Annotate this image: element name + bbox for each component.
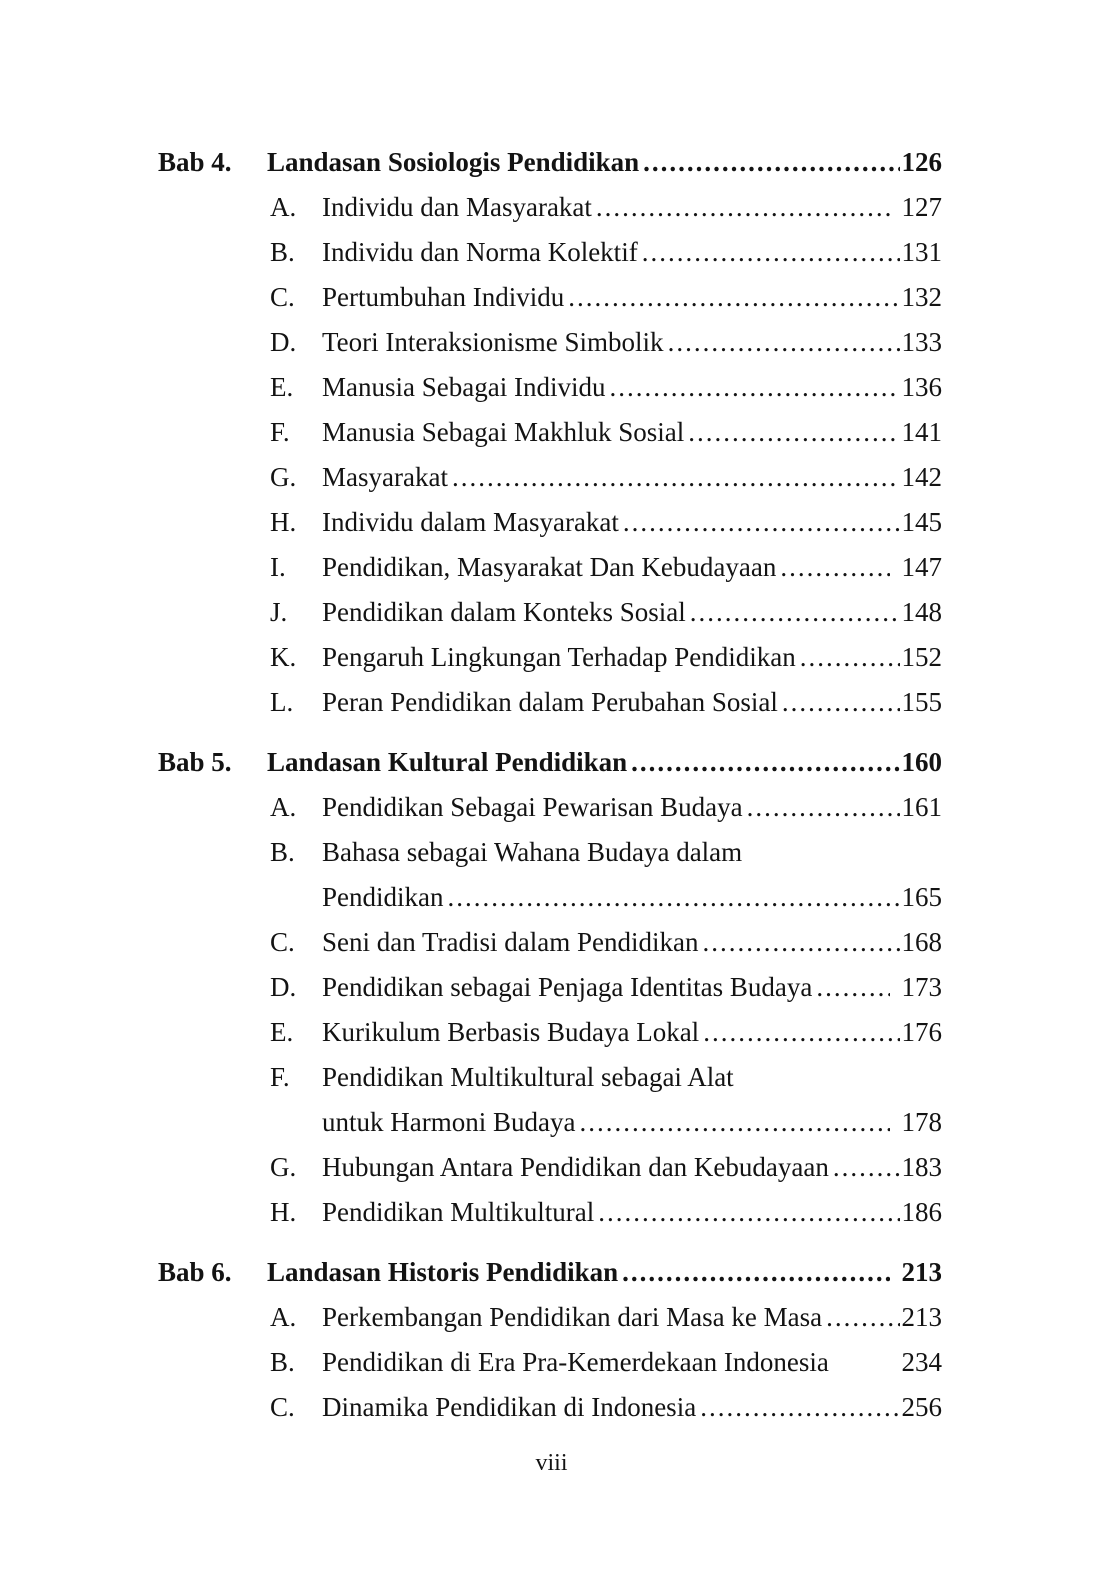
dot-leader [622, 1250, 889, 1295]
entry-title: Pendidikan di Era Pra-Kemerdekaan Indonesia [322, 1347, 829, 1377]
dot-leader [782, 680, 900, 725]
entry-title: Peran Pendidikan dalam Perubahan Sosial [322, 687, 778, 717]
entry-page-number: 142 [901, 462, 942, 492]
chapter-title: Landasan Historis Pendidikan [267, 1257, 619, 1287]
toc-entry-row [158, 320, 942, 365]
dot-leader [448, 875, 900, 920]
entry-page-number: 133 [901, 327, 942, 357]
toc-entry-row [158, 635, 942, 680]
entry-title: Teori Interaksionisme Simbolik [322, 327, 664, 357]
entry-letter: H. [270, 507, 297, 537]
entry-letter: F. [270, 1062, 290, 1092]
toc-chapter-row [158, 1250, 942, 1295]
toc-chapter-row [158, 740, 942, 785]
toc-entry-row [158, 500, 942, 545]
entry-page-number: 173 [901, 972, 942, 1002]
entry-title: Seni dan Tradisi dalam Pendidikan [322, 927, 699, 957]
chapter-label: Bab 5. [158, 747, 232, 777]
dot-leader [579, 1100, 889, 1145]
dot-leader [703, 1010, 899, 1055]
dot-leader [690, 590, 900, 635]
entry-letter: C. [270, 282, 295, 312]
entry-page-number: 213 [901, 1302, 942, 1332]
entry-letter: B. [270, 1347, 295, 1377]
chapter-page-number: 160 [901, 747, 942, 777]
entry-title: Pendidikan Sebagai Pewarisan Budaya [322, 792, 743, 822]
entry-letter: D. [270, 327, 297, 357]
chapter-page-number: 126 [901, 147, 942, 177]
dot-leader [826, 1295, 899, 1340]
toc-entry-row [158, 230, 942, 275]
dot-leader [598, 1190, 899, 1235]
toc-entry-row [158, 455, 942, 500]
entry-page-number: 178 [901, 1107, 942, 1137]
chapter-title: Landasan Sosiologis Pendidikan [267, 147, 640, 177]
toc-entry-row [158, 1010, 942, 1055]
entry-letter: G. [270, 1152, 297, 1182]
entry-title: Masyarakat [322, 462, 448, 492]
toc-entry-row [158, 545, 942, 590]
entry-page-number: 256 [901, 1392, 942, 1422]
toc-entry-continuation-row [158, 1100, 942, 1145]
dot-leader [780, 545, 889, 590]
dot-leader [568, 275, 899, 320]
chapter-section-bab-4 [158, 140, 942, 725]
dot-leader [642, 230, 900, 275]
toc-entry-row [158, 410, 942, 455]
entry-letter: E. [270, 1017, 294, 1047]
entry-letter: C. [270, 1392, 295, 1422]
entry-page-number: 186 [901, 1197, 942, 1227]
page-footer [0, 1448, 1103, 1478]
toc-entry-row [158, 365, 942, 410]
entry-page-number: 141 [901, 417, 942, 447]
entry-title: Kurikulum Berbasis Budaya Lokal [322, 1017, 700, 1047]
entry-title: Individu dan Masyarakat [322, 192, 592, 222]
entry-letter: C. [270, 927, 295, 957]
dot-leader [623, 500, 900, 545]
entry-page-number: 176 [901, 1017, 942, 1047]
entry-title: Manusia Sebagai Individu [322, 372, 606, 402]
entry-letter: H. [270, 1197, 297, 1227]
entry-page-number: 147 [901, 552, 942, 582]
toc-entry-row [158, 1145, 942, 1190]
entry-letter: F. [270, 417, 290, 447]
dot-leader [643, 140, 899, 185]
entry-letter: A. [270, 792, 297, 822]
entry-page-number: 145 [901, 507, 942, 537]
entry-letter: J. [270, 597, 288, 627]
entry-title: Hubungan Antara Pendidikan dan Kebudayaan [322, 1152, 829, 1182]
toc-entry-row [158, 185, 942, 230]
entry-letter: G. [270, 462, 297, 492]
dot-leader [702, 920, 899, 965]
entry-title: Individu dalam Masyarakat [322, 507, 619, 537]
entry-title: Pendidikan Multikultural [322, 1197, 595, 1227]
entry-letter: B. [270, 237, 295, 267]
toc-entry-row [158, 1055, 942, 1100]
entry-letter: B. [270, 837, 295, 867]
entry-page-number: 148 [901, 597, 942, 627]
entry-page-number: 168 [901, 927, 942, 957]
toc-entry-row [158, 1340, 942, 1385]
entry-title: Pendidikan [322, 882, 444, 912]
entry-page-number: 127 [901, 192, 942, 222]
dot-leader [668, 320, 900, 365]
folio-page-number: viii [535, 1450, 568, 1476]
toc-entry-row [158, 965, 942, 1010]
entry-page-number: 132 [901, 282, 942, 312]
dot-leader [816, 965, 889, 1010]
toc-entry-row [158, 1295, 942, 1340]
toc-entry-row [158, 275, 942, 320]
dot-leader [609, 365, 899, 410]
toc-entry-row [158, 590, 942, 635]
dot-leader [688, 410, 899, 455]
entry-title: Pendidikan, Masyarakat Dan Kebudayaan [322, 552, 777, 582]
toc-entry-row [158, 1385, 942, 1430]
dot-leader [747, 785, 900, 830]
entry-title: Pengaruh Lingkungan Terhadap Pendidikan [322, 642, 796, 672]
entry-page-number: 152 [901, 642, 942, 672]
entry-title: Pendidikan dalam Konteks Sosial [322, 597, 686, 627]
dot-leader [700, 1385, 899, 1430]
toc-entry-continuation-row [158, 875, 942, 920]
entry-page-number: 155 [901, 687, 942, 717]
chapter-label: Bab 4. [158, 147, 232, 177]
chapter-title: Landasan Kultural Pendidikan [267, 747, 628, 777]
chapter-label: Bab 6. [158, 1257, 232, 1287]
entry-title: Manusia Sebagai Makhluk Sosial [322, 417, 685, 447]
toc-chapter-row [158, 140, 942, 185]
entry-title: Bahasa sebagai Wahana Budaya dalam [322, 837, 743, 867]
entry-title: Pendidikan sebagai Penjaga Identitas Budaya [322, 972, 813, 1002]
toc-entry-row [158, 680, 942, 725]
entry-title: Dinamika Pendidikan di Indonesia [322, 1392, 697, 1422]
entry-page-number: 161 [901, 792, 942, 822]
entry-title: Individu dan Norma Kolektif [322, 237, 638, 267]
entry-letter: A. [270, 192, 297, 222]
entry-page-number: 183 [901, 1152, 942, 1182]
toc-entry-row [158, 830, 942, 875]
toc-entry-row [158, 920, 942, 965]
dot-leader [800, 635, 900, 680]
chapter-section-bab-6 [158, 1250, 942, 1430]
chapter-section-bab-5 [158, 740, 942, 1235]
entry-letter: E. [270, 372, 294, 402]
entry-letter: D. [270, 972, 297, 1002]
entry-letter: A. [270, 1302, 297, 1332]
entry-page-number: 234 [901, 1347, 942, 1377]
entry-letter: K. [270, 642, 297, 672]
chapter-page-number: 213 [901, 1257, 942, 1287]
dot-leader [833, 1145, 900, 1190]
entry-letter: I. [270, 552, 286, 582]
dot-leader [452, 455, 900, 500]
entry-title: Pendidikan Multikultural sebagai Alat [322, 1062, 734, 1092]
entry-page-number: 165 [901, 882, 942, 912]
dot-leader [596, 185, 890, 230]
entry-title: untuk Harmoni Budaya [322, 1107, 576, 1137]
entry-page-number: 136 [901, 372, 942, 402]
dot-leader [631, 740, 899, 785]
entry-title: Pertumbuhan Individu [322, 282, 565, 312]
toc-entry-row [158, 1190, 942, 1235]
entry-title: Perkembangan Pendidikan dari Masa ke Masa [322, 1302, 823, 1332]
entry-page-number: 131 [901, 237, 942, 267]
toc-entry-row [158, 785, 942, 830]
entry-letter: L. [270, 687, 294, 717]
table-of-contents [158, 140, 942, 1430]
